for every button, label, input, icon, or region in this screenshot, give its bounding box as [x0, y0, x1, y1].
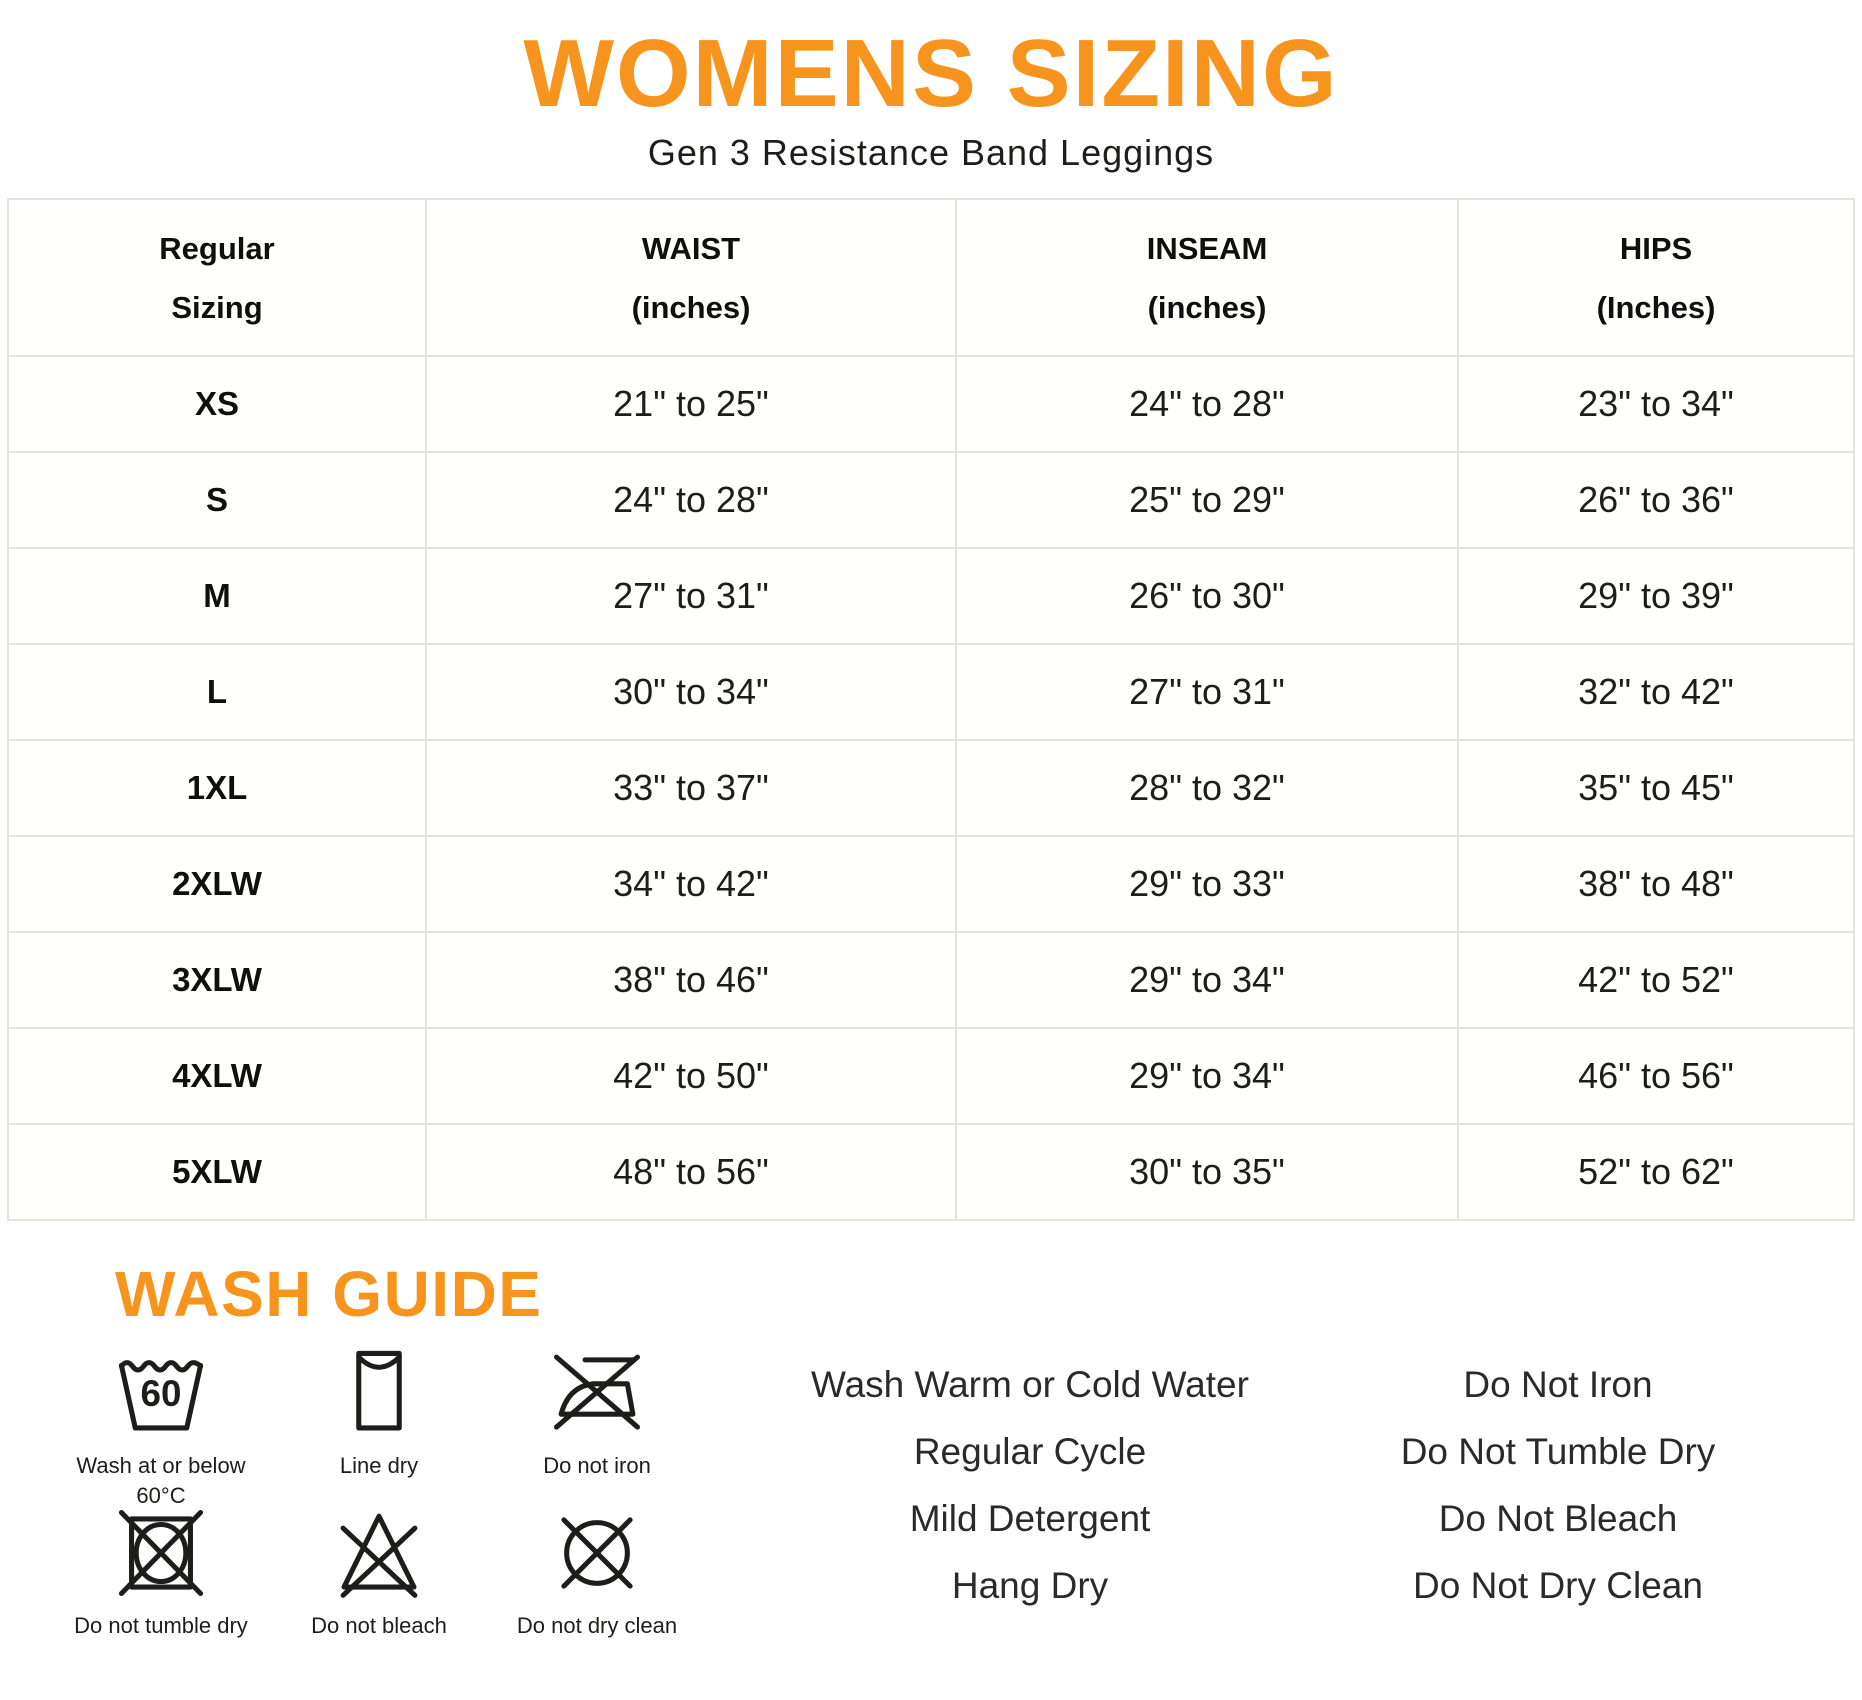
- table-row: [8, 1028, 1854, 1124]
- wash-care-item: [52, 1347, 270, 1509]
- inseam-cell: 29" to 34": [956, 932, 1458, 1028]
- size-cell: L: [8, 644, 426, 740]
- table-row: [8, 836, 1854, 932]
- size-cell: M: [8, 548, 426, 644]
- size-cell: 3XLW: [8, 932, 426, 1028]
- inseam-cell: 25" to 29": [956, 452, 1458, 548]
- wash-icon-label: Do not iron: [543, 1453, 651, 1479]
- header-line: WAIST: [641, 230, 741, 266]
- do-not-bleach-icon: [331, 1507, 427, 1599]
- size-cell: XS: [8, 356, 426, 452]
- wash-label-line: Wash at or below: [76, 1453, 246, 1479]
- wash-at-or-below-60-icon: [113, 1347, 209, 1439]
- wash-icons-grid: [52, 1347, 706, 1657]
- do-not-tumble-dry-icon: [113, 1507, 209, 1599]
- waist-cell: 24" to 28": [426, 452, 956, 548]
- wash-care-item: [270, 1507, 488, 1657]
- page-subtitle: Gen 3 Resistance Band Leggings: [647, 132, 1215, 173]
- waist-cell: 30" to 34": [426, 644, 956, 740]
- care-instruction: Do Not Iron: [1463, 1364, 1653, 1406]
- header-line: INSEAM: [1146, 230, 1268, 266]
- care-instruction: Do Not Tumble Dry: [1400, 1431, 1716, 1473]
- table-header-row: [8, 199, 1854, 356]
- inseam-cell: 28" to 32": [956, 740, 1458, 836]
- table-row: [8, 1124, 1854, 1220]
- wash-icon-label: Do not tumble dry: [74, 1613, 248, 1639]
- header-line: Sizing: [171, 289, 263, 325]
- waist-cell: 38" to 46": [426, 932, 956, 1028]
- wash-care-item: [488, 1507, 706, 1657]
- wash-icon-label: [76, 1451, 245, 1510]
- header-line: (inches): [631, 289, 751, 325]
- waist-cell: 42" to 50": [426, 1028, 956, 1124]
- hips-cell: 23" to 34": [1458, 356, 1854, 452]
- hips-cell: 52" to 62": [1458, 1124, 1854, 1220]
- waist-cell: 27" to 31": [426, 548, 956, 644]
- wash-label-line: 60°C: [136, 1483, 186, 1509]
- wash-guide-title: WASH GUIDE: [115, 1258, 543, 1330]
- hips-cell: 29" to 39": [1458, 548, 1854, 644]
- column-header-inseam: [956, 199, 1458, 356]
- page-title: WOMENS SIZING: [523, 20, 1339, 127]
- inseam-cell: 30" to 35": [956, 1124, 1458, 1220]
- table-row: [8, 548, 1854, 644]
- care-instructions-right: [1294, 1351, 1822, 1657]
- size-cell: 1XL: [8, 740, 426, 836]
- do-not-dry-clean-icon: [549, 1507, 645, 1599]
- hips-cell: 46" to 56": [1458, 1028, 1854, 1124]
- wash-care-item: [488, 1347, 706, 1497]
- table-row: [8, 356, 1854, 452]
- hips-cell: 32" to 42": [1458, 644, 1854, 740]
- inseam-cell: 29" to 34": [956, 1028, 1458, 1124]
- wash-icon-label: Do not bleach: [311, 1613, 447, 1639]
- table-row: [8, 452, 1854, 548]
- sizing-table: [7, 198, 1855, 1221]
- care-instructions: [766, 1347, 1822, 1657]
- header-line: HIPS: [1619, 230, 1693, 266]
- care-instruction: Do Not Bleach: [1438, 1498, 1678, 1540]
- size-cell: 2XLW: [8, 836, 426, 932]
- hips-cell: 26" to 36": [1458, 452, 1854, 548]
- hips-cell: 35" to 45": [1458, 740, 1854, 836]
- header-line: Regular: [159, 230, 275, 266]
- care-instructions-left: [766, 1351, 1294, 1657]
- header-line: (inches): [1147, 289, 1267, 325]
- hips-cell: 42" to 52": [1458, 932, 1854, 1028]
- waist-cell: 48" to 56": [426, 1124, 956, 1220]
- inseam-cell: 27" to 31": [956, 644, 1458, 740]
- care-instruction: Regular Cycle: [913, 1431, 1147, 1473]
- wash-care-item: [270, 1347, 488, 1497]
- header-line: (Inches): [1596, 289, 1716, 325]
- svg-text:60: 60: [140, 1373, 182, 1415]
- column-header-hips: [1458, 199, 1854, 356]
- hips-cell: 38" to 48": [1458, 836, 1854, 932]
- wash-care-item: [52, 1507, 270, 1657]
- table-row: [8, 644, 1854, 740]
- inseam-cell: 26" to 30": [956, 548, 1458, 644]
- column-header-waist: [426, 199, 956, 356]
- do-not-iron-icon: [549, 1347, 645, 1439]
- column-header-regular-sizing: [8, 199, 426, 356]
- inseam-cell: 29" to 33": [956, 836, 1458, 932]
- inseam-cell: 24" to 28": [956, 356, 1458, 452]
- table-row: [8, 740, 1854, 836]
- waist-cell: 21" to 25": [426, 356, 956, 452]
- wash-icon-label: Do not dry clean: [516, 1613, 678, 1639]
- wash-icon-label: Line dry: [339, 1453, 419, 1479]
- wash-guide-section: [0, 1347, 1862, 1657]
- size-cell: 4XLW: [8, 1028, 426, 1124]
- care-instruction: Do Not Dry Clean: [1413, 1565, 1703, 1607]
- line-dry-icon: [331, 1347, 427, 1439]
- size-cell: 5XLW: [8, 1124, 426, 1220]
- waist-cell: 33" to 37": [426, 740, 956, 836]
- waist-cell: 34" to 42": [426, 836, 956, 932]
- care-instruction: Mild Detergent: [909, 1498, 1151, 1540]
- table-row: [8, 932, 1854, 1028]
- care-instruction: Wash Warm or Cold Water: [811, 1364, 1249, 1406]
- care-instruction: Hang Dry: [951, 1565, 1109, 1607]
- size-cell: S: [8, 452, 426, 548]
